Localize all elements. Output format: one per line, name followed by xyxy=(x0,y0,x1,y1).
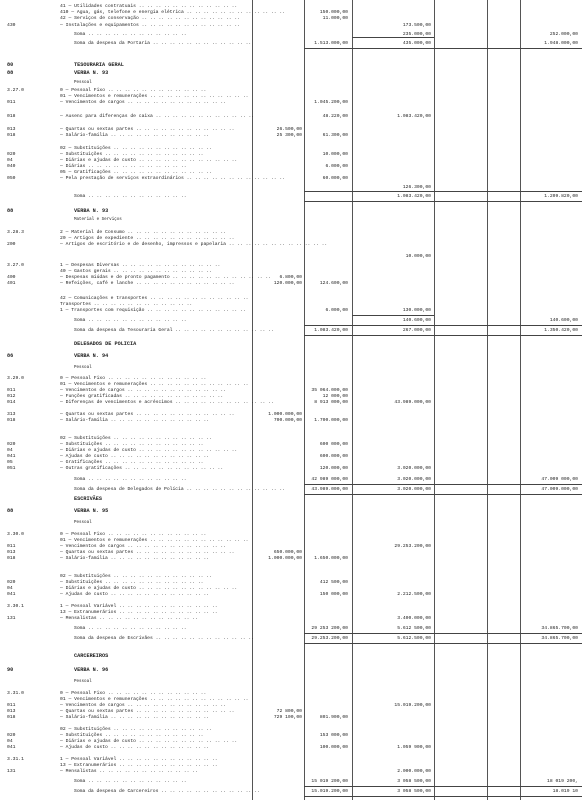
cell-code: 050 xyxy=(7,176,16,181)
cell-d1: — Ajudas de custo .. .. .. .. .. .. .. .. .. .. .. .. xyxy=(60,454,210,459)
cell-code: 400 xyxy=(7,275,16,280)
cell-d1: 01 — Vencimentos e remunerações .. .. .. .. .. .. .. .. .. .. .. .. xyxy=(60,94,249,99)
cell-d1: 05 — Gratificações .. .. .. .. .. .. .. .. .. .. .. .. xyxy=(60,170,212,175)
cell-code: 86 xyxy=(7,353,14,359)
ledger-row xyxy=(0,207,582,216)
cell-d2: Soma .. .. .. .. .. .. .. .. .. .. .. .. xyxy=(74,194,187,199)
ledger-row xyxy=(0,777,582,786)
cell-c1: 729 100,00 xyxy=(273,715,302,720)
cell-code: 04 xyxy=(7,739,13,744)
cell-c2: 600.000,00 xyxy=(319,454,348,459)
ledger-row xyxy=(0,666,582,675)
cell-d1: — Salário-família .. .. .. .. .. .. .. .. .. .. .. .. xyxy=(60,556,210,561)
cell-c5: 47.009.000,00 xyxy=(541,487,578,492)
sum-rule xyxy=(304,796,582,797)
ledger-row xyxy=(0,183,582,192)
cell-c1: 72 800,00 xyxy=(276,709,302,714)
cell-c5: 140.600,00 xyxy=(549,318,578,323)
cell-c2: 600 000,00 xyxy=(319,442,348,447)
cell-d2: Soma .. .. .. .. .. .. .. .. .. .. .. .. xyxy=(74,477,187,482)
cell-d1: 0 — Pessoal Fixo .. .. .. .. .. .. .. .. .. .. .. .. xyxy=(60,691,207,696)
cell-d1: — Diferenças de vencimentos e acréscimos .. .. .. .. .. .. .. .. .. .. .. .. xyxy=(60,400,274,405)
cell-d1: — Instalações e equipamentos .. .. .. .. .. .. .. .. .. .. .. .. xyxy=(60,23,241,28)
cell-code: 04 xyxy=(7,586,13,591)
cell-c3: 126.300,00 xyxy=(402,185,431,190)
cell-code: 88 xyxy=(7,508,14,514)
cell-c3: 2.000.000,00 xyxy=(397,769,431,774)
cell-d1: — Quartas ou sextas partes .. .. .. .. .. .. .. .. .. .. .. .. xyxy=(60,550,235,555)
cell-c3: 43.989.000,00 xyxy=(394,400,431,405)
ledger-row xyxy=(0,634,582,643)
cell-c3: 1.059 900,00 xyxy=(397,745,431,750)
cell-c2: 8 913 000,00 xyxy=(314,400,348,405)
cell-c2: 35 064.000,00 xyxy=(311,388,348,393)
sum-rule xyxy=(304,335,582,336)
cell-d1: 42 — Comunicações e transportes .. .. .. .. .. .. .. .. .. .. .. .. xyxy=(60,296,249,301)
cell-code: 430 xyxy=(7,23,16,28)
cell-code: 05 xyxy=(7,460,13,465)
ledger-row xyxy=(0,279,582,288)
cell-c3: 3.400.000,00 xyxy=(397,616,431,621)
ledger-row xyxy=(0,416,582,425)
ledger-row xyxy=(0,485,582,494)
cell-d2: VERBA N. 93 xyxy=(74,70,109,76)
cell-c5: 1.209.820,00 xyxy=(544,194,578,199)
ledger-row xyxy=(0,240,582,249)
ledger-row xyxy=(0,306,582,315)
cell-c1: 26.500,00 xyxy=(276,127,302,132)
cell-code: 020 xyxy=(7,733,16,738)
cell-c3: 3 058 500,00 xyxy=(397,789,431,794)
cell-c2: 61.300,00 xyxy=(322,133,348,138)
cell-d1: 41 — Utilidades contratuais .. .. .. .. .. .. .. .. .. .. .. .. xyxy=(60,4,238,9)
cell-d1: 20 — Artigos de expediente .. .. .. .. .. .. .. .. .. .. .. .. xyxy=(60,236,235,241)
cell-code: 041 xyxy=(7,454,16,459)
cell-c2: 6.000,00 xyxy=(325,308,348,313)
cell-code: 3.27.0 xyxy=(7,88,24,93)
ledger-row xyxy=(0,787,582,796)
cell-code: 3.29.0 xyxy=(7,376,24,381)
ledger-row xyxy=(0,678,582,687)
cell-d1: — Artigos de escritório e de desenho, impressos e papelaria .. .. .. .. .. .. .. .. .. .. .. .. xyxy=(60,242,328,247)
ledger-row xyxy=(0,252,582,261)
cell-d1: 40 — Gastos gerais .. .. .. .. .. .. .. .. .. .. .. .. xyxy=(60,269,212,274)
cell-d1: — Diárias e ajudas de custo .. .. .. .. .. .. .. .. .. .. .. .. xyxy=(60,448,238,453)
cell-d1: 2 — Material de Consumo .. .. .. .. .. .. .. .. .. .. .. .. xyxy=(60,230,226,235)
cell-c2: 15.019.200,00 xyxy=(311,789,348,794)
cell-code: 3.30.1 xyxy=(7,604,24,609)
ledger-row xyxy=(0,464,582,473)
cell-d2: Soma da despesa de Carcereiros .. .. .. .. .. .. .. .. .. .. .. .. xyxy=(74,789,260,794)
ledger-row xyxy=(0,112,582,121)
ledger-row xyxy=(0,713,582,722)
cell-c2: 100.000,00 xyxy=(319,745,348,750)
cell-d2: Pessoal xyxy=(74,521,92,525)
cell-d2: Pessoal xyxy=(74,81,92,85)
ledger-row xyxy=(0,174,582,183)
cell-d2: TESOURARIA GERAL xyxy=(74,62,124,68)
cell-c2: 801.900,00 xyxy=(319,715,348,720)
cell-c2: 29.253.200,00 xyxy=(311,636,348,641)
cell-c2: 412 500,00 xyxy=(319,580,348,585)
cell-c2: 1.700.000,00 xyxy=(314,418,348,423)
cell-code: 018 xyxy=(7,114,16,119)
cell-c3: 3.020.000,00 xyxy=(397,466,431,471)
cell-d2: Soma da despesa de Delegados de Polícia .. .. .. .. .. .. .. .. .. .. .. .. xyxy=(74,487,285,492)
cell-code: 020 xyxy=(7,442,16,447)
cell-c3: 2.212.500,00 xyxy=(397,592,431,597)
cell-d2: Material e Serviços xyxy=(74,218,122,222)
cell-d1: — Vencimentos de cargos .. .. .. .. .. .. .. .. .. .. .. .. xyxy=(60,388,226,393)
cell-d1: 1 — Pessoal Variável .. .. .. .. .. .. .. .. .. .. .. .. xyxy=(60,604,218,609)
cell-c2: 6.000,00 xyxy=(325,164,348,169)
ledger-row xyxy=(0,30,582,39)
cell-code: 88 xyxy=(7,208,14,214)
cell-d2: Soma da despesa da Portaria .. .. .. .. .. .. .. .. .. .. .. .. xyxy=(74,41,252,46)
ledger-row xyxy=(0,69,582,78)
cell-d1: 01 — Vencimentos e remunerações .. .. .. .. .. .. .. .. .. .. .. .. xyxy=(60,697,249,702)
cell-c2: 153 000,00 xyxy=(319,733,348,738)
cell-code: 012 xyxy=(7,394,16,399)
cell-code: 018 xyxy=(7,418,16,423)
cell-code: 131 xyxy=(7,769,16,774)
cell-d1: — Substituições .. .. .. .. .. .. .. .. .. .. .. .. xyxy=(60,733,204,738)
cell-c5: 252.000,00 xyxy=(549,32,578,37)
cell-c2: 124.600,00 xyxy=(319,281,348,286)
cell-d2: VERBA N. 96 xyxy=(74,667,109,673)
cell-d1: — Ausenc para diferenças de caixa .. .. .. .. .. .. .. .. .. .. .. .. xyxy=(60,114,255,119)
cell-d1: 0 — Pessoal Fixo .. .. .. .. .. .. .. .. .. .. .. .. xyxy=(60,376,207,381)
cell-c3: 140.600,00 xyxy=(402,318,431,323)
cell-code: 131 xyxy=(7,616,16,621)
ledger-row xyxy=(0,495,582,504)
cell-c3: 1.083.420,00 xyxy=(397,114,431,119)
cell-d1: 02 — Substituições .. .. .. .. .. .. .. .. .. .. .. .. xyxy=(60,574,212,579)
cell-c2: 120.000,00 xyxy=(319,466,348,471)
ledger-row xyxy=(0,590,582,599)
cell-d2: CARCEREIROS xyxy=(74,653,109,659)
cell-code: 018 xyxy=(7,556,16,561)
cell-d2: Soma da despesa da Tesouraria Geral .. .. .. .. .. .. .. .. .. .. .. .. xyxy=(74,328,274,333)
cell-code: 313 xyxy=(7,412,16,417)
cell-d1: — Funções gratificadas .. .. .. .. .. .. .. .. .. .. .. .. xyxy=(60,394,224,399)
cell-d1: — Outras gratificações .. .. .. .. .. .. .. .. .. .. .. .. xyxy=(60,466,224,471)
cell-c3: 3 058 500,00 xyxy=(397,779,431,784)
cell-code: 013 xyxy=(7,127,16,132)
cell-code: 013 xyxy=(7,709,16,714)
ledger-row xyxy=(0,131,582,140)
cell-d1: 01 — Vencimentos e remunerações .. .. .. .. .. .. .. .. .. .. .. .. xyxy=(60,538,249,543)
ledger-row xyxy=(0,624,582,633)
cell-c2: 60.000,00 xyxy=(322,176,348,181)
cell-c2: 150.000,00 xyxy=(319,10,348,15)
cell-c2: 48.220,00 xyxy=(322,114,348,119)
cell-c3: 435.000,00 xyxy=(402,41,431,46)
ledger-row xyxy=(0,192,582,201)
cell-d1: — Refeições, café e lanche .. .. .. .. .. .. .. .. .. .. .. .. xyxy=(60,281,235,286)
ledger-row xyxy=(0,340,582,349)
cell-d1: 01 — Vencimentos e remunerações .. .. .. .. .. .. .. .. .. .. .. .. xyxy=(60,382,249,387)
cell-d2: Soma da despesa de Escrivães .. .. .. .. .. .. .. .. .. .. .. .. xyxy=(74,636,255,641)
cell-c3: 235.000,00 xyxy=(402,32,431,37)
cell-code: 80 xyxy=(7,62,14,68)
cell-c5: 1.948.000,00 xyxy=(544,41,578,46)
cell-code: 3.27.0 xyxy=(7,263,24,268)
cell-d2: Pessoal xyxy=(74,366,92,370)
cell-c2: 10.000,00 xyxy=(322,152,348,157)
cell-code: 011 xyxy=(7,388,16,393)
cell-c3: 10.000,00 xyxy=(405,254,431,259)
cell-d1: — Vencimentos de cargos .. .. .. .. .. .. .. .. .. .. .. .. xyxy=(60,703,226,708)
cell-c3: 1.083.420,00 xyxy=(397,194,431,199)
cell-d2: ESCRIVÃES xyxy=(74,496,103,502)
cell-d1: — Pela prestação de serviços extraordinários .. .. .. .. .. .. .. .. .. .. .. .. xyxy=(60,176,286,181)
cell-d1: — Diárias e ajudas de custo .. .. .. .. .. .. .. .. .. .. .. .. xyxy=(60,586,238,591)
cell-d1: 1 — Transportes com requisição .. .. .. .. .. .. .. .. .. .. .. .. xyxy=(60,308,246,313)
cell-code: 3.28.3 xyxy=(7,230,24,235)
cell-d1: — Substituições .. .. .. .. .. .. .. .. .. .. .. .. xyxy=(60,580,204,585)
cell-d2: Soma .. .. .. .. .. .. .. .. .. .. .. .. xyxy=(74,626,187,631)
cell-d1: 0 — Pessoal Fixo .. .. .. .. .. .. .. .. .. .. .. .. xyxy=(60,88,207,93)
cell-c1: 6.800,00 xyxy=(279,275,302,280)
cell-code: 014 xyxy=(7,400,16,405)
sum-rule xyxy=(304,48,582,49)
ledger-row xyxy=(0,652,582,661)
ledger-row xyxy=(0,614,582,623)
cell-c5: 34.865.700,00 xyxy=(541,626,578,631)
cell-d1: — Mensalistas .. .. .. .. .. .. .. .. .. .. .. .. xyxy=(60,616,198,621)
cell-d1: — Gratificações .. .. .. .. .. .. .. .. .. .. .. .. xyxy=(60,460,204,465)
cell-code: 04 xyxy=(7,158,13,163)
cell-d1: — Quartas ou sextas partes .. .. .. .. .. .. .. .. .. .. .. .. xyxy=(60,412,235,417)
cell-c1: 120.000,00 xyxy=(273,281,302,286)
cell-d1: 410 — Agua, gás, telefone e energia elétrica .. .. .. .. .. .. .. .. .. .. .. .. xyxy=(60,10,286,15)
cell-d1: — Diárias e ajudas de custo .. .. .. .. .. .. .. .. .. .. .. .. xyxy=(60,739,238,744)
cell-c2: 1.083.420,00 xyxy=(314,328,348,333)
cell-c3: 29.253.200,00 xyxy=(394,544,431,549)
cell-c1: 650.000,00 xyxy=(273,550,302,555)
cell-c3: 173.500,00 xyxy=(402,23,431,28)
cell-c5: 47.009 000,00 xyxy=(541,477,578,482)
cell-code: 90 xyxy=(7,667,14,673)
sum-rule xyxy=(304,201,582,202)
cell-code: 041 xyxy=(7,745,16,750)
cell-code: 020 xyxy=(7,580,16,585)
cell-code: 04 xyxy=(7,448,13,453)
cell-c5: 1.350.420,00 xyxy=(544,328,578,333)
cell-d1: — Quartas ou sextas partes .. .. .. .. .. .. .. .. .. .. .. .. xyxy=(60,127,235,132)
cell-d1: — Salário-família .. .. .. .. .. .. .. .. .. .. .. .. xyxy=(60,133,210,138)
cell-c3: 5.612 500,00 xyxy=(397,626,431,631)
cell-d2: VERBA N. 93 xyxy=(74,208,109,214)
cell-c5: 18.019 10 xyxy=(552,789,578,794)
cell-d1: — Vencimentos de cargos .. .. .. .. .. .. .. .. .. .. .. .. xyxy=(60,100,226,105)
cell-d1: — Substituições .. .. .. .. .. .. .. .. .. .. .. .. xyxy=(60,442,204,447)
cell-d1: 02 — Substituições .. .. .. .. .. .. .. .. .. .. .. .. xyxy=(60,436,212,441)
ledger-row xyxy=(0,316,582,325)
cell-code: 020 xyxy=(7,152,16,157)
cell-d1: — Vencimentos de cargos .. .. .. .. .. .. .. .. .. .. .. .. xyxy=(60,544,226,549)
cell-d1: 0 — Pessoal Fixo .. .. .. .. .. .. .. .. .. .. .. .. xyxy=(60,532,207,537)
cell-d2: Soma .. .. .. .. .. .. .. .. .. .. .. .. xyxy=(74,318,187,323)
cell-code: 018 xyxy=(7,715,16,720)
cell-code: 88 xyxy=(7,70,14,76)
cell-d1: Transportes .. .. .. .. .. .. .. .. .. .. .. .. xyxy=(60,302,193,307)
cell-c5: 18 019 200, xyxy=(547,779,578,784)
ledger-row xyxy=(0,216,582,225)
cell-code: 011 xyxy=(7,100,16,105)
cell-code: 040 xyxy=(7,164,16,169)
ledger-row xyxy=(0,554,582,563)
sum-rule xyxy=(304,643,582,644)
cell-d1: — Despesas miúdas e de pronto pagamento .. .. .. .. .. .. .. .. .. .. .. .. xyxy=(60,275,271,280)
ledger-row xyxy=(0,39,582,48)
cell-d1: 1 — Despesas Diversas .. .. .. .. .. .. .. .. .. .. .. .. xyxy=(60,263,221,268)
cell-d1: 13 — Extranumerários .. .. .. .. .. .. .. .. .. .. .. .. xyxy=(60,610,218,615)
cell-d1: 1 — Pessoal Variável .. .. .. .. .. .. .. .. .. .. .. .. xyxy=(60,757,218,762)
cell-code: 3.31.1 xyxy=(7,757,24,762)
cell-code: 013 xyxy=(7,550,16,555)
cell-c2: 1.650.000,00 xyxy=(314,556,348,561)
ledger-row xyxy=(0,352,582,361)
cell-c2: 43.989.000,00 xyxy=(311,487,348,492)
cell-c2: 12 000,00 xyxy=(322,394,348,399)
cell-c3: 15.019.200,00 xyxy=(394,703,431,708)
cell-d1: — Mensalistas .. .. .. .. .. .. .. .. .. .. .. .. xyxy=(60,769,198,774)
cell-c1: 1.000.000,00 xyxy=(268,412,302,417)
cell-code: 051 xyxy=(7,466,16,471)
cell-c3: 3.020.000,00 xyxy=(397,487,431,492)
cell-d1: — Ajudas de custo .. .. .. .. .. .. .. .. .. .. .. .. xyxy=(60,745,210,750)
cell-c2: 29 253 200,00 xyxy=(311,626,348,631)
cell-code: 018 xyxy=(7,133,16,138)
cell-d1: — Ajudas de custo .. .. .. .. .. .. .. .. .. .. .. .. xyxy=(60,592,210,597)
cell-d1: 13 — Extranumerários .. .. .. .. .. .. .. .. .. .. .. .. xyxy=(60,763,218,768)
cell-c2: 11.000,00 xyxy=(322,16,348,21)
cell-d1: — Diárias e ajudas de custo .. .. .. .. .. .. .. .. .. .. .. .. xyxy=(60,158,238,163)
cell-c1: 700.000,00 xyxy=(273,418,302,423)
cell-d2: DELEGADOS DE POLICIA xyxy=(74,341,137,347)
ledger-row xyxy=(0,326,582,335)
cell-code: 3.30.0 xyxy=(7,532,24,537)
cell-c3: 267.000,00 xyxy=(402,328,431,333)
cell-c1: 25 300,00 xyxy=(276,133,302,138)
cell-code: 200 xyxy=(7,242,16,247)
cell-c1: 1.000.000,00 xyxy=(268,556,302,561)
cell-c3: 3.020.000,00 xyxy=(397,477,431,482)
cell-c3: 130.000,00 xyxy=(402,308,431,313)
cell-c2: 1.045.200,00 xyxy=(314,100,348,105)
cell-d1: 42 — Serviços de conservação .. .. .. .. .. .. .. .. .. .. .. .. xyxy=(60,16,241,21)
ledger-row xyxy=(0,98,582,107)
cell-d2: Soma .. .. .. .. .. .. .. .. .. .. .. .. xyxy=(74,32,187,37)
cell-code: 011 xyxy=(7,703,16,708)
ledger-row xyxy=(0,398,582,407)
cell-c5: 34.865.700,00 xyxy=(541,636,578,641)
ledger-row xyxy=(0,21,582,30)
cell-d1: — Salário-família .. .. .. .. .. .. .. .. .. .. .. .. xyxy=(60,418,210,423)
ledger-row xyxy=(0,743,582,752)
ledger-row xyxy=(0,475,582,484)
cell-code: 041 xyxy=(7,592,16,597)
cell-code: 011 xyxy=(7,544,16,549)
cell-d1: — Diárias .. .. .. .. .. .. .. .. .. .. .. .. xyxy=(60,164,187,169)
ledger-row xyxy=(0,507,582,516)
cell-d2: Pessoal xyxy=(74,680,92,684)
cell-code: 3.31.0 xyxy=(7,691,24,696)
cell-d1: 02 — Substituições .. .. .. .. .. .. .. .. .. .. .. .. xyxy=(60,727,212,732)
cell-c2: 15 019 200,00 xyxy=(311,779,348,784)
cell-d1: — Quartas ou sextas partes .. .. .. .. .. .. .. .. .. .. .. .. xyxy=(60,709,235,714)
cell-d2: VERBA N. 94 xyxy=(74,353,109,359)
cell-c3: 5.612.500,00 xyxy=(397,636,431,641)
cell-c2: 42 989 000,00 xyxy=(311,477,348,482)
cell-d1: — Substituições .. .. .. .. .. .. .. .. .. .. .. .. xyxy=(60,152,204,157)
cell-code: 401 xyxy=(7,281,16,286)
cell-d1: 02 — Substituições .. .. .. .. .. .. .. .. .. .. .. .. xyxy=(60,146,212,151)
cell-d1: — Salário-família .. .. .. .. .. .. .. .. .. .. .. .. xyxy=(60,715,210,720)
cell-d2: VERBA N. 95 xyxy=(74,508,109,514)
cell-c2: 1.513.000,00 xyxy=(314,41,348,46)
ledger-row xyxy=(0,767,582,776)
cell-d2: Soma .. .. .. .. .. .. .. .. .. .. .. .. xyxy=(74,779,187,784)
ledger-row xyxy=(0,519,582,528)
ledger-row xyxy=(0,364,582,373)
cell-c2: 150 000,00 xyxy=(319,592,348,597)
